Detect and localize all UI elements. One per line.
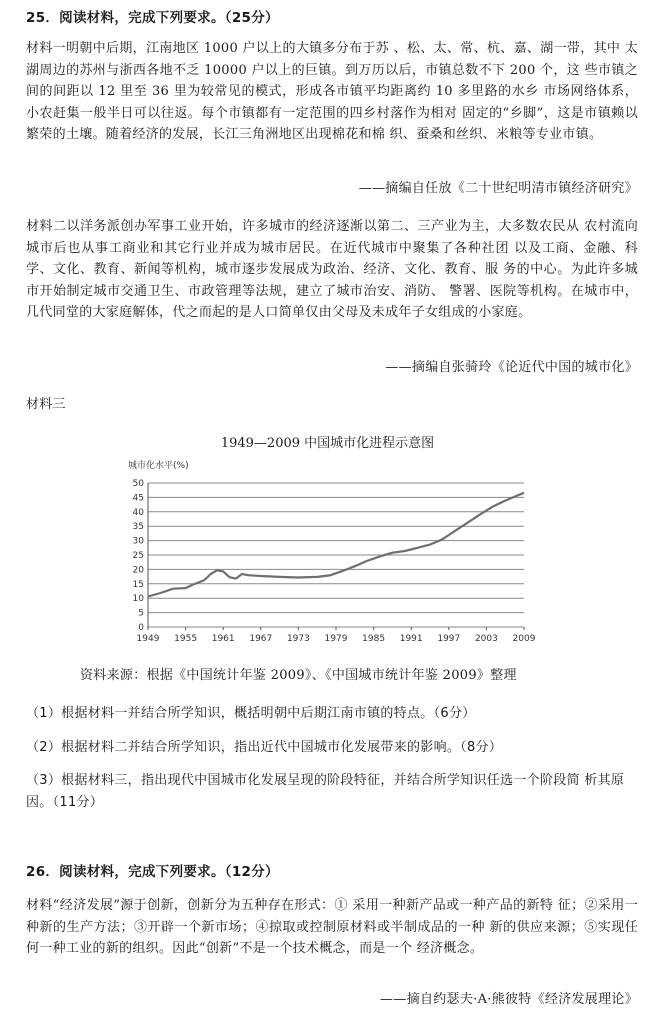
- y-tick-label: 20: [132, 565, 144, 576]
- x-tick-label: 1985: [362, 634, 386, 644]
- y-tick-label: 50: [132, 479, 144, 489]
- material-three-label: 材料三: [26, 397, 66, 412]
- x-tick-label: 2003: [474, 634, 498, 644]
- y-tick-label: 0: [138, 623, 144, 633]
- y-tick-label: 25: [132, 551, 144, 561]
- urbanization-line: [148, 493, 524, 597]
- q25-heading: 25．阅读材料，完成下列要求。（25分）: [26, 10, 279, 26]
- x-tick-label: 1997: [437, 634, 461, 644]
- y-axis-label: 城市化水平(%): [128, 461, 189, 471]
- x-tick-label: 1949: [136, 634, 160, 644]
- x-tick-label: 2009: [512, 634, 536, 644]
- y-tick-label: 15: [132, 579, 144, 590]
- material-one: 材料一明朝中后期，江南地区 1000 户以上的大镇多分布于苏 、松、太、常、杭、嘉、湖一带，其中 太湖周边的苏州与浙西各地不乏 10000 户以上的巨镇。到万历以后，市镇总数不下 200 个，这 些市镇之间的间距以 12 里至 36 里为较常见的模式，形成各市镇平均距离约 10 多里路的水乡 市场网络体系，小农赶集一般半日可以往返。每个市镇都有一定范围的四乡村落作为相对 固定的“乡脚”，这是市镇赖以繁荣的土壤。随着经济的发展，长江三角洲地区出现棉花和棉 织、蚕桑和丝织、米粮等专业市镇。: [26, 41, 638, 143]
- material-two: 材料二以洋务派创办军事工业开始，许多城市的经济逐渐以第二、三产业为主，大多数农民从 农村流向城市后也从事工商业和其它行业并成为城市居民。在近代城市中聚集了各种社团 以及工商、金融、科学、文化、教育、新闻等机构，城市逐步发展成为政治、经济、文化、教育、服 务的中心。为此许多城市开始制定城市交通卫生、市政管理等法规，建立了城市治安、消防、 警署、医院等机构。在城市中，几代同堂的大家庭解体，代之而起的是人口简单仅由父母及未成年子女组成的小家庭。: [26, 219, 638, 321]
- material-one-source: ——摘编自任放《二十世纪明清市镇经济研究》: [358, 181, 638, 196]
- question-1: （1）根据材料一并结合所学知识，概括明朝中后期江南市镇的特点。（6分）: [26, 706, 476, 721]
- question-3: （3）根据材料三，指出现代中国城市化发展呈现的阶段特征，并结合所学知识任选一个阶段简 析其原因。（11分）: [26, 773, 625, 810]
- y-tick-label: 10: [132, 594, 144, 605]
- x-tick-label: 1991: [399, 634, 423, 644]
- chart-source-note: 资料来源：根据《中国统计年鉴 2009》、《中国城市统计年鉴 2009》整理: [80, 668, 517, 683]
- material-two-source: ——摘编自张骑玲《论近代中国的城市化》: [385, 360, 638, 375]
- q26-heading: 26．阅读材料，完成下列要求。（12分）: [26, 864, 279, 880]
- x-tick-label: 1979: [324, 634, 348, 644]
- y-tick-label: 35: [132, 522, 144, 533]
- x-tick-label: 1955: [174, 634, 198, 644]
- y-tick-label: 5: [138, 608, 144, 619]
- x-tick-label: 1961: [211, 634, 235, 644]
- x-tick-label: 1967: [249, 634, 273, 644]
- urbanization-chart: [0, 455, 655, 655]
- question-2: （2）根据材料二并结合所学知识，指出近代中国城市化发展带来的影响。（8分）: [26, 740, 503, 755]
- q26-source: ——摘自约瑟夫·A·熊彼特《经济发展理论》: [380, 992, 638, 1007]
- y-tick-label: 40: [132, 507, 144, 518]
- x-tick-label: 1973: [286, 634, 310, 644]
- q26-material: 材料“经济发展”源于创新，创新分为五种存在形式：① 采用一种新产品或一种产品的新特 征；②采用一种新的生产方法；③开辟一个新市场；④掠取或控制原材料或半制成品的一种 新的供应来源；⑤实现任何一种工业的新的组织。因此“创新”不是一个技术概念，而是一个 经济概念。: [26, 898, 638, 957]
- chart-title: 1949—2009 中国城市化进程示意图: [220, 436, 435, 451]
- y-tick-label: 45: [132, 493, 144, 504]
- y-tick-label: 30: [132, 536, 144, 547]
